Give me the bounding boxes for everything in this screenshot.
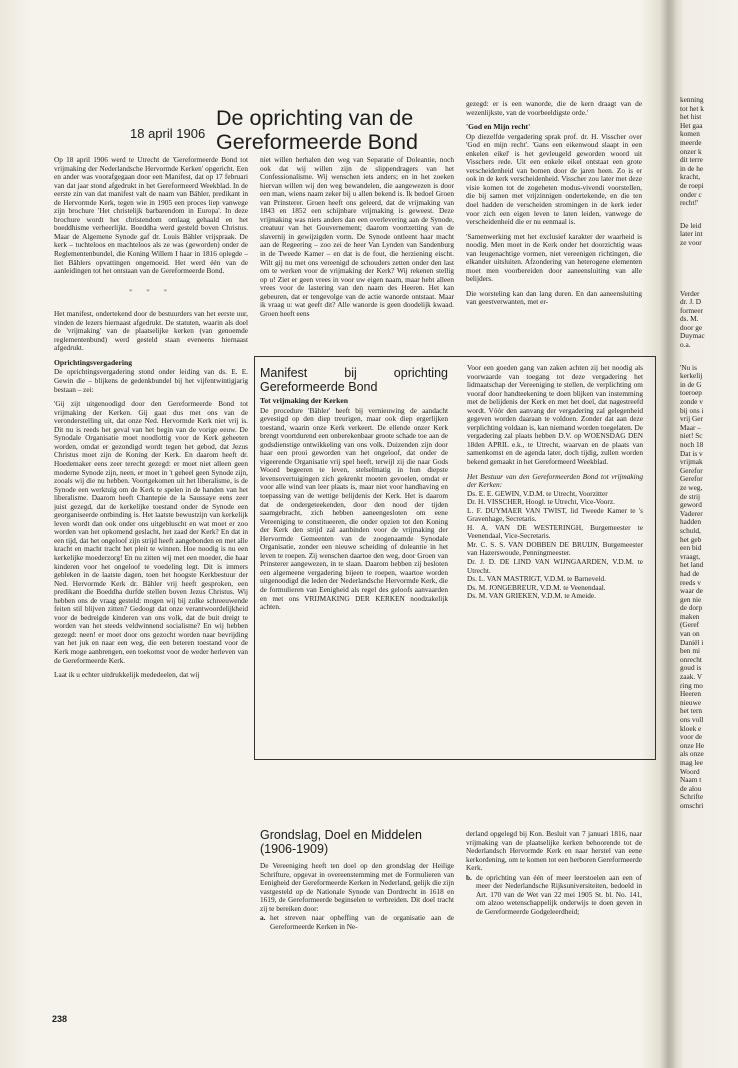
right-page-line: ze weg, [680, 482, 703, 492]
right-page-line: vraagt, [680, 551, 701, 561]
signatory: H. A. VAN DE WESTERINGH, Burgemeester te Veenendaal, Vice-Secretaris. [467, 522, 643, 541]
right-page-line: Het gaa [680, 120, 703, 130]
right-page-line: het tern [680, 706, 703, 716]
right-page-line: waar de [680, 586, 703, 596]
manifest-right-text: Voor een goeden gang van zaken achten zij het noodig als voorwaarde van toegang tot deze vergadering het lidmaatschap der Vereeniging te stellen, de verplichting om vooraf door handteekening te doen blijken van instemming met de belijdenis der Kerk en met het doel, dat nagestreefd wordt. Vóór den aanvang der vergadering zal gelegenheid gegeven worden daaraan te voldoen. Zonder dat aan deze verplichting voldaan is, kan niemand worden toegelaten. De vergadering zal plaats hebben D.V. op WOENSDAG DEN 18den APRIL e.k., te Utrecht, waarvan en de plaats van samenkomst en de agenda later, doch tijdig, zullen worden bekend gemaakt in het Gereformeerd Weekblad. [467, 363, 643, 467]
right-page-line: bij ons i [680, 405, 704, 415]
manifest-left-text: De procedure 'Bähler' heeft bij vernieuwing de aandacht gevestigd op den diep treurigen, maar ook diep ergerlijken toestand, waarin onze Kerk verkeert. De ellende onzer Kerk brengt voortdurend een onberekenbaar groote schade toe aan de godsdienstige ontwikkeling van ons volk. Duizenden zijn door haar een prooi geworden van het ongeloof, dat onder de vigeerende Organisatie vrij spel heeft, terwijl zij die naar Gods Woord begeeren te leven, stelselmatig in hun diepste levensovertuigingen zich gekrenkt moeten gevoelen, omdat er voor alle wind van leer plaats is, maar niet voor handhaving en toepassing van de wettige belijdenis der Kerk. Het is daarom dat de ondergeteekenden, door den nood der tijden saamgebracht, zich hebben aaneengesloten om eene Vereeniging te constitueeren, die onder opzien tot den Koning der Kerk den strijd zal aanbinden voor de vrijmaking der Hervormde Gemeenten van de zoogenaamde Synodale Organisatie, zonder een nieuwe scheiding of doleantie in het leven te roepen. Zij wenschen daartoe den weg, door Groen van Prinsterer aangewezen, in te slaan. Daarom hebben zij besloten een algemeene vergadering bijeen te roepen, waartoe worden uitgenoodigd die leden der Nederlandsche Hervormde Kerk, die de formulieren van Eenigheid als regel des geloofs aanvaarden en met ons VRIJMAKING DER KERKEN noodzakelijk achten. [260, 405, 448, 612]
right-page-line: recht!' [680, 198, 699, 208]
right-page-line: de strij [680, 491, 701, 501]
right-page-line: onzer k [680, 146, 702, 156]
right-page-line: goud is [680, 663, 702, 673]
right-page-line [680, 350, 738, 364]
right-page-line: maken [680, 611, 700, 621]
section-heading-god-en-mijn-recht: 'God en Mijn recht' [466, 122, 531, 132]
right-page-line: meerde [680, 137, 702, 147]
right-page-line: Dat is v [680, 448, 703, 458]
right-page-line: o.a. [680, 340, 691, 350]
signatory: Ds. M. VAN GRIEKEN, V.D.M. te Ameide. [467, 591, 596, 601]
visscher-paragraph: Op diezelfde vergadering sprak prof. dr. H. Visscher over 'God en mijn recht'. 'Gans een eikenwoud slaapt in een enkelen eikel' is het gevleugeld geworden woord uit Visschers rede. Uit een enkele eikel ontstaat een grote verscheidenheid van bomen door de jaren heen. Zo is er ook in de kerk verscheidenheid. Visscher zou later met deze visie komen tot de zogeheten modus-vivendi voorstellen, die bij samen met vrijzinnigen ondertekende, en die ten doel hadden de verscheiden stromingen in de kerk ieder voor zich een eigen leven te laten leiden, vanwege de verscheidenheid die er nu eenmaal is. [466, 131, 642, 227]
right-page-line: het land [680, 560, 704, 570]
article-date: 18 april 1906 [130, 126, 206, 141]
right-page-line: vrij Ger [680, 414, 703, 424]
right-page-line: toeroep [680, 388, 702, 398]
right-page-line: zaak. V [680, 672, 703, 682]
right-page-line: dit terre [680, 155, 703, 165]
right-page-line: geword [680, 500, 702, 510]
right-page-line [680, 248, 738, 262]
right-page-line: formeer [680, 305, 704, 315]
right-page-line: ds. M. [680, 314, 699, 324]
right-page-line: onder c [680, 189, 702, 199]
right-page-line: noch 18 [680, 440, 704, 449]
right-page-line: omschri [680, 800, 704, 810]
right-page-line: Schrifte [680, 792, 704, 802]
column-1 [54, 156, 248, 686]
right-page-line: Maar – [680, 422, 701, 432]
right-page-line: De leid [680, 220, 702, 230]
right-page-line: kenning [680, 96, 704, 104]
signatory: Dr. J. D. DE LIND VAN WIJNGAARDEN, V.D.M. te Utrecht. [467, 557, 643, 575]
column-2 [260, 156, 454, 324]
right-page-line: later int [680, 229, 703, 239]
section-heading-oprichtingsvergadering: Oprichtingsvergadering [54, 357, 133, 367]
right-page-line: de roepi [680, 180, 704, 190]
column-3 [466, 100, 642, 313]
right-page-line: komen [680, 129, 700, 139]
right-page-line: niet! Sc [680, 431, 703, 441]
right-page-line: onrecht [680, 654, 702, 664]
right-page-line: kerkelij [680, 371, 703, 381]
manifest-title: Manifest bij oprichting Gereformeerde Bond [260, 366, 448, 394]
grondslag-intro: De Vereeniging heeft ten doel op den grondslag der Heilige Schrifture, opgevat in overeenstemming met de Formulieren van Eenigheid der Gereformeerde Kerken in Nederland, gelijk die zijn vastgesteld op de Nationale Synode van Dordrecht in 1618 en 1619, de Gereformeerde beginselen te verbreiden. Dit doel tracht zij te bereiken door: [260, 861, 454, 913]
right-page-line: het geb [680, 534, 702, 544]
right-page-line: Gerefor [680, 465, 703, 475]
grondslag-right-column [466, 830, 642, 916]
right-page-line: in de G [680, 379, 702, 389]
right-page-line: onze He [680, 740, 705, 750]
right-page-line: hadden [680, 517, 702, 527]
right-page-line: in de he [680, 163, 704, 173]
right-page-line: de dorp [680, 603, 703, 613]
right-page-line: kracht, [680, 172, 701, 182]
right-page-line [680, 208, 738, 222]
manifest-subtitle: Tot vrijmaking der Kerken [260, 396, 348, 405]
right-page-line: door ge [680, 322, 703, 332]
right-page-line: tot het k [680, 103, 704, 113]
right-page-line: dr. J. D [680, 297, 702, 307]
signatory: Ds. L. VAN MASTRIGT, V.D.M. te Barneveld. [467, 574, 606, 584]
visscher-quote-continued: Die worsteling kan dan lang duren. En dan aaneensluiting van geestverwanten, met er- [466, 288, 642, 307]
grondslag-item-a-text: het streven naar opheffing van de organisatie aan de Gereformeerde Kerken in Ne- [270, 913, 454, 931]
grondslag-item-a-continued: derland opgelegd bij Kon. Besluit van 7 januari 1816, naar vrijmaking van de plaatselijke kerken behoorende tot de Nederlandsch Hervormde Kerk en naar herstel van eene kerkordening, om te komen tot een herboren Gereformeerde Kerk. [466, 829, 642, 873]
right-page-line: nieuwe [680, 697, 702, 707]
right-page-line: Naam t [680, 775, 702, 785]
manifest-paragraph: Het manifest, ondertekend door de bestuurders van het eerste uur, vinden de lezers hiernaast afgedrukt. De statuten, waarin als doel de 'vrijmaking' van de plaatselijke kerken (van genoemde reglementenbund) werd gesteld staan eveneens hiernaast afgedrukt. [54, 309, 248, 353]
right-page-line: Vaderer [680, 508, 703, 518]
signatory: L. F. DUYMAER VAN TWIST, lid Tweede Kamer te 's Gravenhage, Secretaris. [467, 505, 643, 524]
right-page-line: als onze [680, 749, 704, 759]
intro-paragraph: Op 18 april 1906 werd te Utrecht de 'Gereformeerde Bond tot vrijmaking der Nederlandsche Hervormde Kerken' opgericht. Een en ander was voorafgegaan door een Manifest, dat op 17 februari van dat jaar stond afgedrukt in het Gereformeerd Weekblad. In de eerste zin van dat manifest valt de naam van Bähler, predikant in de Hervormde Kerk, tegen wie in 1905 een proces liep vanwege zijn brochure 'Het christelijk barbarendom in Europa'. In deze brochure wordt het christendom omlaag gehaald en het boeddhisme verheerlijkt. Boeddha werd gesteld boven Christus. Maar de Algemene Synode gaf dr. Louis Bähler vrijspraak. De kerk – tuchteloos en machteloos als ze was (geworden) onder de Reglementenbundel, die Koning Willem I haar in 1816 oplegde – liet Bählers opvattingen ongemoeid. Het werd één van de aanleidingen tot het ontstaan van de Gereformeerde Bond. [54, 155, 248, 276]
right-page-line: vrijmak [680, 457, 703, 467]
signatory-list [467, 490, 643, 601]
right-page-line: zonde v [680, 397, 703, 407]
grondslag-left-column [260, 862, 454, 931]
right-page-line: reeds v [680, 577, 701, 587]
right-page-line: ring mo [680, 680, 703, 690]
right-page-line: van on [680, 629, 700, 639]
right-page-line: 'Nu is [680, 362, 697, 372]
gewin-quote-continued: niet willen herhalen den weg van Separatie of Doleantie, noch ook dat wij willen zijn de slippendragers van het Confessionalisme. Wij wenschen iets anders; en in het zoeken hiervan willen wij den weg bewandelen, die aangewezen is door een man, wiens naam zeker bij u allen bekend is. Ik bedoel Groen van Prinsterer. Groen heeft ons geleerd, dat de vrijmaking van 1843 en 1852 een schijnbare vrijmaking is geweest. Deze vrijmaking was niets anders dan een overlevering aan de Synode, creatuur van het Gouvernement; daarom voortzetting van de slavernij in gewijzigden vorm. De Synode ontleent haar macht aan de Regeering – zoo zei de heer Van Lynden van Sandenburg in de Tweede Kamer – en dat is de fout, die herziening eischt. Wilt gij nu met ons vereenigd de schouders zetten onder den last om te werken voor de vrijmaking der Kerk? Wij rekenen stellig op u! Ziet er geen vrees in voor uw eigen naam, maar hebt alleen vrees voor de lastering van den naam des Heeren. Het kan gebeuren, dat er tengevolge van de actie wanorde ontstaat. Maar ik vraag u: wat geeft dit? Alle wanorde is geen doodelijk kwaad. Groen heeft eens [260, 155, 454, 318]
right-page-line [680, 262, 738, 276]
grondslag-item-b [466, 874, 642, 917]
right-page-line: Verder [680, 288, 700, 298]
right-page-line: ze voor [680, 237, 702, 247]
visscher-quote: 'Samenwerking met het exclusief karakter der waarheid is noodig. Men moet in de Kerk onder het doorzichtig waas van leugenachtige vormen, niet vereenigen richtingen, die elkander uitsluiten. Afzondering van heterogene elementen moet men voorbereiden door aaneensluiting van alle belijders. [466, 231, 642, 284]
signatory: Dr. H. VISSCHER, Hoogl. te Utrecht, Vice-Voorz. [467, 497, 615, 507]
gewin-intro-paragraph: De oprichtingsvergadering stond onder leiding van ds. E. E. Gewin die – blijkens de gedenkbundel bij het vijfentwintigjarig bestaan – zei: [54, 367, 248, 394]
right-page-line: schuld, [680, 525, 701, 535]
right-page-line: Woord [680, 766, 700, 776]
right-page-line: Duymac [680, 331, 705, 341]
grondslag-title: Grondslag, Doel en Middelen (1906-1909) [260, 828, 422, 856]
right-page-line: kloek e [680, 723, 702, 733]
list-marker: b. [466, 872, 472, 882]
manifest-right-column [467, 364, 643, 601]
manifest-box [254, 356, 656, 760]
grondslag-item-b-text: de oprichting van één of meer leerstoelen aan een of meer der Nederlandsche Rijksuniversiteiten, bedoeld in Art. 170 van de Wet van 22 mei 1905 St. bl. No. 141, om alzoo wetenschappelijk onderwijs te doen geven in de Gereformeerde Godgeleerdheid; [476, 872, 642, 916]
right-page-line: Daniël i [680, 637, 704, 647]
section-divider: * * * [129, 287, 173, 296]
right-page-line: gen nie [680, 594, 702, 604]
right-page-line: voor de [680, 732, 703, 742]
book-fold [660, 0, 676, 1068]
signatory: Ds. E. E. GEWIN, V.D.M. te Utrecht, Voorzitter [467, 488, 608, 498]
list-marker: a. [260, 913, 266, 923]
signatory: Mr. C. S. S. VAN DOBBEN DE BRUIJN, Burgemeester van Hazerswoude, Penningmeester. [467, 539, 643, 558]
right-page-line: ons voll [680, 715, 704, 724]
grondslag-item-a [260, 914, 454, 931]
right-page-line: had de [680, 568, 700, 578]
right-page-column [680, 96, 738, 811]
right-page-line: Gerefor [680, 474, 703, 484]
page-number: 238 [52, 1014, 68, 1024]
right-page-line: Heeren [680, 689, 702, 699]
right-page-line: mag lee [680, 757, 703, 767]
right-page-line: ben mi [680, 646, 701, 656]
right-page-line [680, 276, 738, 290]
right-page-line: een bid [680, 543, 702, 553]
manifest-signed-intro: Het Bestuur van den Gereformeerden Bond tot vrijmaking der Kerken: [467, 471, 643, 490]
signatory: Ds. M. JONGEBREUR, V.D.M. te Veenendaal. [467, 582, 606, 592]
right-page-line: de alou [680, 783, 702, 793]
manifest-left-column [260, 366, 448, 618]
right-page-line: het hist [680, 112, 702, 122]
right-page-line: (Geref [680, 620, 700, 630]
gewin-quote: 'Gij zijt uitgenoodigd door den Gereformeerde Bond tot vrijmaking der Kerken. Gij gaat dus met ons van de veronderstelling uit, dat onze Ned. Hervormde Kerk niet vrij is. Dit nu is reeds het geval van het begin van de vorige eeuw. De Synodale Organisatie moet noodlottig voor de Kerk geheeten worden, omdat er gezondigd wordt tegen het gebod, dat Jezus Christus moet zijn de Koning der Kerk. En daarom heeft dr. Hoedemaker eens zeer terecht gezegd: er moet niet alleen geen moderne Synode zijn, neen, er moet in 't geheel geen Synode zijn, zooals wij die nu hebben. Voortgekomen uit het liberalisme, is de Synode een werktuig om de Kerk te spelen in de handen van het liberalisme. Daarom heeft Chantepie de la Saussaye eens zeer juist gezegd, dat de kerkelijke toestand onder de Synode een georganiseerde ontbinding is. Het laatste bewustzijn van kerkelijk leven wordt dan ook onder ons uitgebluscht en wat moet er zoo worden van het opkomend geslacht, het zaad der Kerk? En dat in een tijd, dat het ongeloof zijn strijd heeft aangebonden en met alle kracht en macht tracht het pleit te winnen. Hoe noodig is nu een kerkelijke moederzorg! En nu zitten wij met een moeder, die haar kinderen voor het ongeloof te voedeling legt. Dit is immers gebleken in de laatste dagen, toen het hoogste Kerkbestuur der Ned. Hervormde Kerk dr. Bähler vrij heeft gesproken, een predikant die Boeddha durfde stellen boven Jezus Christus. Wij hebben ons de vraag gesteld: mogen wij bij zulke schreeuwende feiten stil blijven zitten? Gedoogt dat onze verantwoordelijkheid voor de bedreigde kinderen van ons volk, dat de buit dreigt te worden van het steeds veldwinnend socialisme? En wij hebben gezegd: neen! er moet door ons gezocht worden naar bevrijding van het juk en naar een weg, die een beteren toestand voor de Kerk moge aanbrengen, een toekomst voor de weder herleven van de Gereformeerde Kerk. [54, 399, 248, 665]
gewin-quote-end: gezegd: er is een wanorde, die de kern draagt van de wezenlijkste, van de voorbeeldigste orde.' [466, 99, 642, 117]
gewin-quote-last-line: Laat ik u echter uitdrukkelijk mededeelen, dat wij [54, 670, 200, 680]
article-title: De oprichting van de Gereformeerde Bond [216, 106, 418, 154]
